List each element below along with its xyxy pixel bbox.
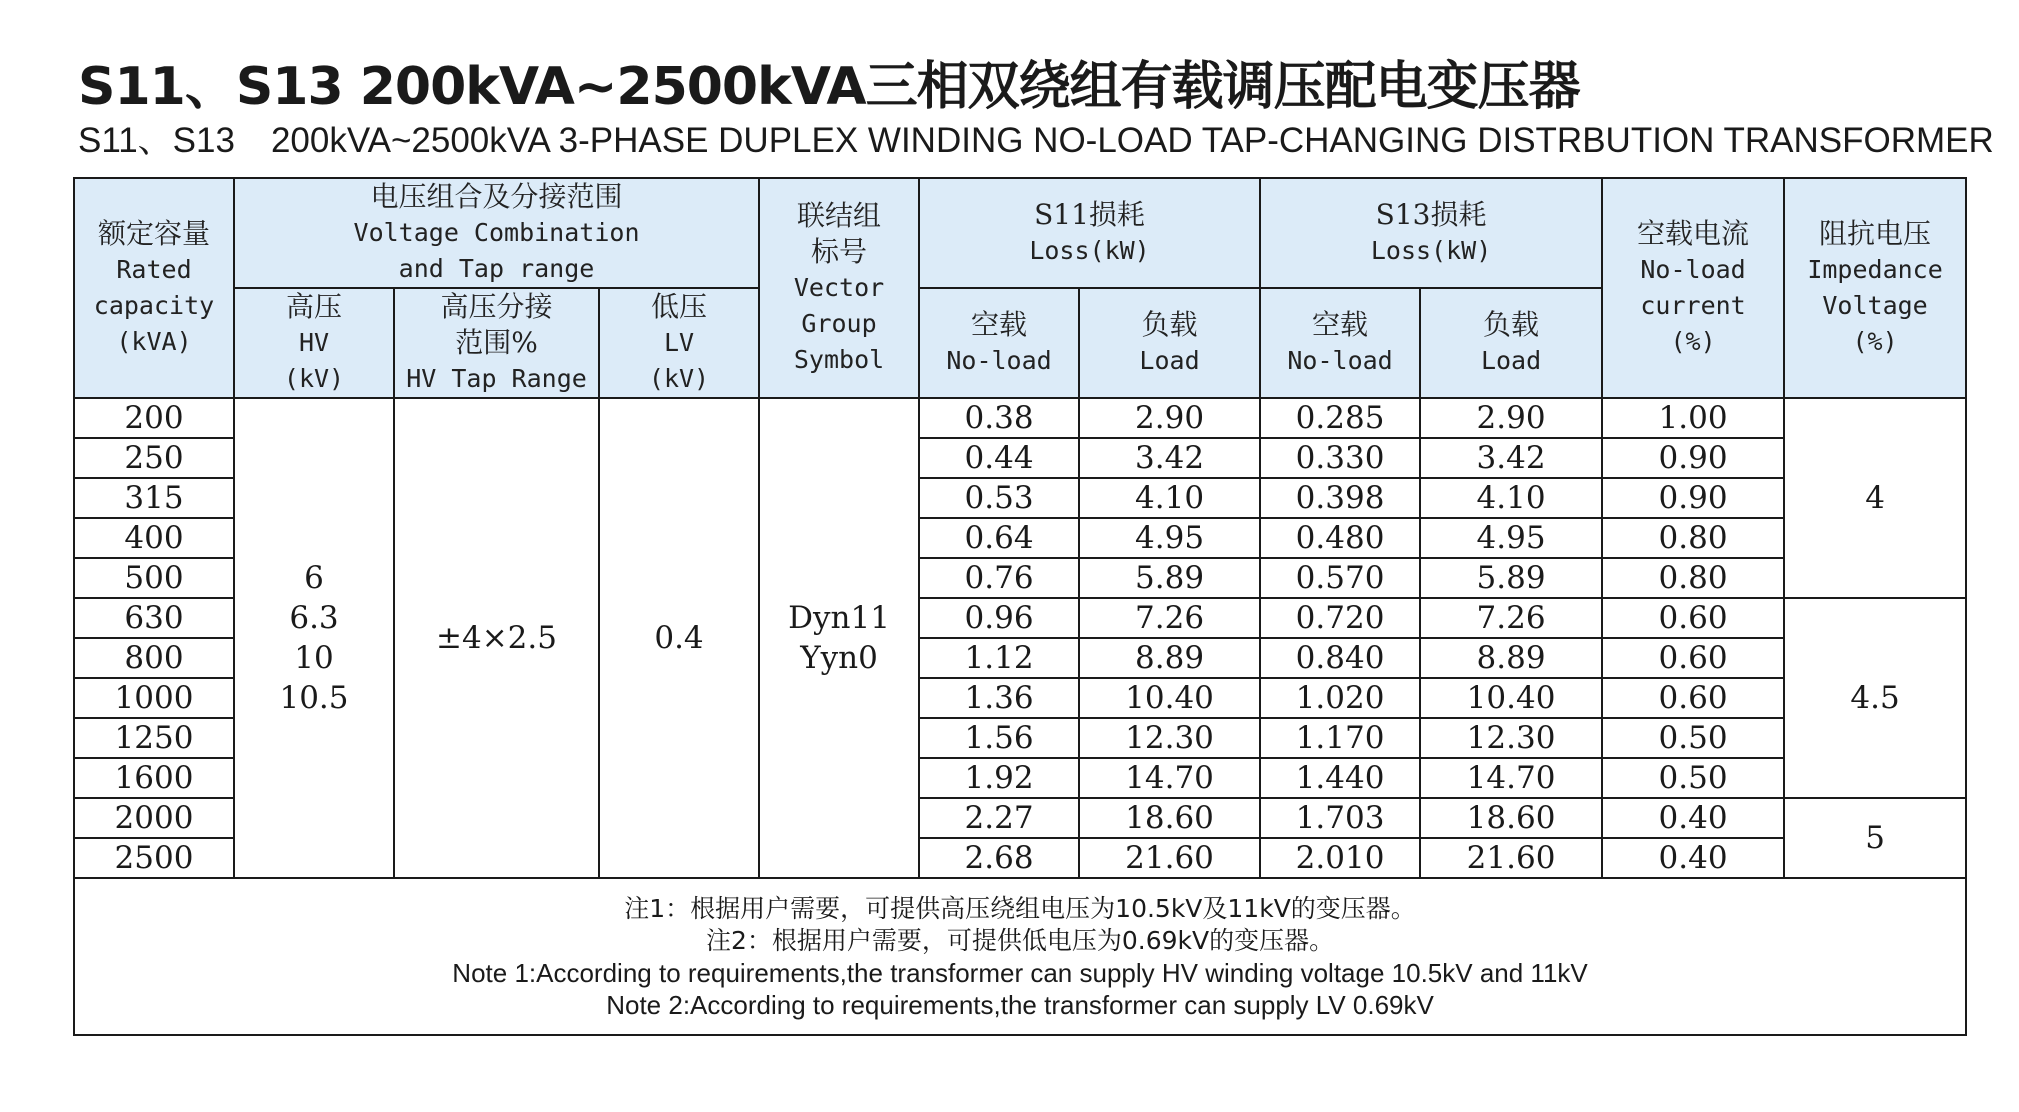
cell-s13-noload: 1.703 xyxy=(1260,798,1420,838)
cell-s11-load: 7.26 xyxy=(1079,598,1260,638)
cell-s13-load: 18.60 xyxy=(1420,798,1602,838)
cell-s11-noload: 0.44 xyxy=(919,438,1079,478)
header-hv: 高压 HV (kV) xyxy=(234,288,394,398)
cell-s11-load: 4.95 xyxy=(1079,518,1260,558)
cell-s11-noload: 2.27 xyxy=(919,798,1079,838)
cell-s13-load: 5.89 xyxy=(1420,558,1602,598)
cell-capacity: 800 xyxy=(74,638,234,678)
cell-impedance-voltage: 5 xyxy=(1784,798,1966,878)
cell-s13-noload: 0.330 xyxy=(1260,438,1420,478)
cell-capacity: 1000 xyxy=(74,678,234,718)
header-s13-loss: S13损耗 Loss(kW) xyxy=(1260,178,1602,288)
cell-noload-current: 0.60 xyxy=(1602,638,1784,678)
cell-s13-load: 7.26 xyxy=(1420,598,1602,638)
merged-value-line: 6 xyxy=(304,560,324,596)
cell-noload-current: 0.90 xyxy=(1602,478,1784,518)
cell-capacity: 250 xyxy=(74,438,234,478)
merged-value-line: 10.5 xyxy=(279,680,349,716)
header-capacity: 额定容量 Rated capacity (kVA) xyxy=(74,178,234,398)
cell-s13-noload: 2.010 xyxy=(1260,838,1420,878)
cell-s11-load: 2.90 xyxy=(1079,398,1260,438)
cell-noload-current: 0.40 xyxy=(1602,838,1784,878)
cell-s11-noload: 1.92 xyxy=(919,758,1079,798)
table-row xyxy=(74,398,1966,438)
page-title: S11、S13 200kVA~2500kVA三相双绕组有载调压配电变压器 xyxy=(78,57,1580,117)
cell-s11-load: 21.60 xyxy=(1079,838,1260,878)
cell-capacity: 200 xyxy=(74,398,234,438)
cell-s13-load: 2.90 xyxy=(1420,398,1602,438)
note-line: 注1：根据用户需要，可提供高压绕组电压为10.5kV及11kV的变压器。 xyxy=(624,893,1416,923)
header-s11-load: 负载 Load xyxy=(1079,288,1260,398)
cell-noload-current: 0.60 xyxy=(1602,598,1784,638)
cell-hv-values xyxy=(234,398,394,878)
cell-noload-current: 0.50 xyxy=(1602,758,1784,798)
cell-impedance-voltage: 4 xyxy=(1784,398,1966,598)
note-line: Note 1:According to requirements,the transformer can supply HV winding voltage 10.5kV and 11kV xyxy=(452,957,1588,988)
cell-noload-current: 0.80 xyxy=(1602,558,1784,598)
cell-capacity: 400 xyxy=(74,518,234,558)
cell-s11-noload: 1.56 xyxy=(919,718,1079,758)
cell-s13-load: 12.30 xyxy=(1420,718,1602,758)
cell-noload-current: 0.40 xyxy=(1602,798,1784,838)
header-s13-load: 负载 Load xyxy=(1420,288,1602,398)
subtitle-text: 200kVA~2500kVA 3-PHASE DUPLEX WINDING NO-LOAD TAP-CHANGING DISTRBUTION TRANSFORMER xyxy=(270,121,1994,160)
header-hv-tap-range: 高压分接 范围% HV Tap Range xyxy=(394,288,599,398)
cell-noload-current: 0.80 xyxy=(1602,518,1784,558)
cell-s13-load: 21.60 xyxy=(1420,838,1602,878)
cell-noload-current: 0.60 xyxy=(1602,678,1784,718)
cell-s13-noload: 1.020 xyxy=(1260,678,1420,718)
cell-s11-noload: 0.53 xyxy=(919,478,1079,518)
cell-s13-noload: 1.170 xyxy=(1260,718,1420,758)
cell-noload-current: 0.50 xyxy=(1602,718,1784,758)
cell-capacity: 500 xyxy=(74,558,234,598)
cell-s13-load: 4.95 xyxy=(1420,518,1602,558)
cell-s13-noload: 0.840 xyxy=(1260,638,1420,678)
cell-capacity: 2000 xyxy=(74,798,234,838)
cell-s11-noload: 2.68 xyxy=(919,838,1079,878)
cell-s13-noload: 0.285 xyxy=(1260,398,1420,438)
cell-s13-noload: 0.398 xyxy=(1260,478,1420,518)
cell-s13-load: 4.10 xyxy=(1420,478,1602,518)
cell-s11-load: 10.40 xyxy=(1079,678,1260,718)
header-voltage-combination: 电压组合及分接范围 Voltage Combination and Tap range xyxy=(234,178,759,288)
note-line: Note 2:According to requirements,the transformer can supply LV 0.69kV xyxy=(606,989,1434,1020)
cell-s13-noload: 0.480 xyxy=(1260,518,1420,558)
merged-value-line: 10 xyxy=(294,640,334,676)
header-lv: 低压 LV (kV) xyxy=(599,288,759,398)
cell-s13-noload: 0.720 xyxy=(1260,598,1420,638)
cell-capacity: 1600 xyxy=(74,758,234,798)
cell-capacity: 315 xyxy=(74,478,234,518)
cell-impedance-voltage: 4.5 xyxy=(1784,598,1966,798)
cell-s13-load: 10.40 xyxy=(1420,678,1602,718)
cell-lv: 0.4 xyxy=(599,398,759,878)
cell-s13-load: 3.42 xyxy=(1420,438,1602,478)
cell-s11-load: 5.89 xyxy=(1079,558,1260,598)
cell-s11-load: 3.42 xyxy=(1079,438,1260,478)
cell-hv-tap-range: ±4×2.5 xyxy=(394,398,599,878)
merged-value-line: 6.3 xyxy=(289,600,339,636)
cell-s11-load: 8.89 xyxy=(1079,638,1260,678)
cell-s13-noload: 0.570 xyxy=(1260,558,1420,598)
cell-s11-load: 4.10 xyxy=(1079,478,1260,518)
cell-s13-load: 14.70 xyxy=(1420,758,1602,798)
header-vector-group: 联结组 标号 Vector Group Symbol xyxy=(759,178,919,398)
note-line: 注2：根据用户需要，可提供低电压为0.69kV的变压器。 xyxy=(705,925,1335,955)
cell-noload-current: 0.90 xyxy=(1602,438,1784,478)
cell-s11-load: 14.70 xyxy=(1079,758,1260,798)
notes-section xyxy=(74,878,1966,1035)
cell-s11-load: 18.60 xyxy=(1079,798,1260,838)
cell-s13-load: 8.89 xyxy=(1420,638,1602,678)
cell-noload-current: 1.00 xyxy=(1602,398,1784,438)
subtitle-model: S11、S13 xyxy=(78,121,235,160)
header-s11-noload: 空载 No-load xyxy=(919,288,1079,398)
page-subtitle xyxy=(78,113,1994,163)
cell-capacity: 630 xyxy=(74,598,234,638)
cell-s11-noload: 1.36 xyxy=(919,678,1079,718)
header-s13-noload: 空载 No-load xyxy=(1260,288,1420,398)
cell-vector-group xyxy=(759,398,919,878)
merged-value-line: Yyn0 xyxy=(800,640,878,676)
spec-table xyxy=(73,177,1967,1036)
cell-s11-noload: 0.38 xyxy=(919,398,1079,438)
cell-capacity: 2500 xyxy=(74,838,234,878)
header-noload-current: 空载电流 No-load current (%) xyxy=(1602,178,1784,398)
merged-value-line: Dyn11 xyxy=(788,600,890,636)
header-impedance-voltage: 阻抗电压 Impedance Voltage (%) xyxy=(1784,178,1966,398)
cell-s11-noload: 0.64 xyxy=(919,518,1079,558)
cell-s11-noload: 1.12 xyxy=(919,638,1079,678)
cell-s11-noload: 0.76 xyxy=(919,558,1079,598)
header-s11-loss: S11损耗 Loss(kW) xyxy=(919,178,1260,288)
cell-capacity: 1250 xyxy=(74,718,234,758)
cell-s11-load: 12.30 xyxy=(1079,718,1260,758)
cell-s13-noload: 1.440 xyxy=(1260,758,1420,798)
cell-s11-noload: 0.96 xyxy=(919,598,1079,638)
